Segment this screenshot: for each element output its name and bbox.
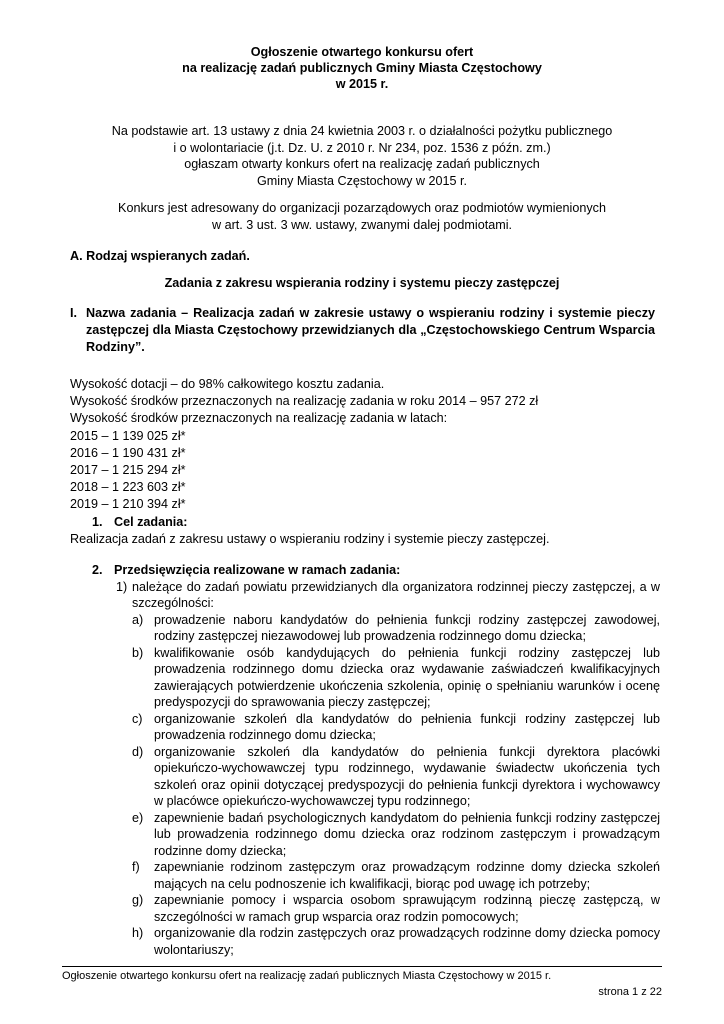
intro-line-2: i o wolontariacie (j.t. Dz. U. z 2010 r. Nr 234, poz. 1536 z późn. zm.): [173, 140, 551, 155]
addressees-paragraph: [62, 200, 662, 233]
activities-heading: Przedsięwzięcia realizowane w ramach zadania:: [114, 563, 401, 577]
funding-year-2018: 2018 – 1 223 603 zł*: [70, 480, 186, 495]
goal-heading: Cel zadania:: [114, 515, 188, 529]
funding-line-2: Wysokość środków przeznaczonych na realizację zadania w roku 2014 – 957 272 zł: [70, 394, 539, 409]
task-name-block: [70, 305, 655, 356]
funding-year-2016: 2016 – 1 190 431 zł*: [70, 445, 186, 460]
list-item: g) zapewnianie pomocy i wsparcia osobom sprawującym rodzinną pieczę zastępczą, w szczególności w ramach grup wsparcia oraz rodzin pomocowych;: [132, 893, 660, 924]
task-name-text: Nazwa zadania – Realizacja zadań w zakresie ustawy o wspieraniu rodziny i systemie pieczy zastępczej dla Miasta Częstochowy przewidzianych dla „Częstochowskiego Centrum Wsparcia Rodziny”.: [86, 306, 655, 354]
list-item: c) organizowanie szkoleń dla kandydatów do pełnienia funkcji rodziny zastępczej lub prowadzenia rodzinnego domu dziecka;: [132, 711, 660, 742]
funding-block: [70, 376, 538, 514]
funding-year-2015: 2015 – 1 139 025 zł*: [70, 428, 186, 443]
list-item: b) kwalifikowanie osób kandydujących do pełnienia funkcji rodziny zastępczej lub prowadzenia rodzinnego domu dziecka oraz wydawanie zaświadczeń kwalifikacyjnych zawierających potwierdzenie ukończenia szkolenia, opinię o spełnianiu warunków i ocenę predyspozycji do sprawowania pieczy zastępczej;: [132, 645, 660, 709]
task-group-subtitle: Zadania z zakresu wspierania rodziny i systemu pieczy zastępczej: [164, 276, 560, 290]
activity-item-text: należące do zadań powiatu przewidzianych dla organizatora rodzinnej pieczy zastępczej, a w szczególności:: [132, 579, 660, 610]
activities-section: [70, 562, 660, 958]
legal-basis-paragraph: [62, 123, 662, 189]
addressed-line-2: w art. 3 ust. 3 ww. ustawy, zwanymi dalej podmiotami.: [211, 217, 513, 232]
activity-item-number: 1): [116, 579, 128, 594]
section-a-heading: A. Rodzaj wspieranych zadań.: [70, 249, 250, 263]
goal-text: Realizacja zadań z zakresu ustawy o wspieraniu rodziny i systemie pieczy zastępczej.: [70, 532, 550, 546]
intro-line-3: ogłaszam otwarty konkurs ofert na realizację zadań publicznych: [184, 157, 540, 171]
goal-section: [70, 514, 660, 548]
goal-heading-row: [70, 514, 660, 531]
title-line-3: w 2015 r.: [335, 77, 389, 91]
task-number: I.: [70, 306, 77, 320]
addressed-line-1: Konkurs jest adresowany do organizacji pozarządowych oraz podmiotów wymienionych: [118, 201, 606, 215]
goal-number: 1.: [92, 515, 103, 529]
title-line-1: Ogłoszenie otwartego konkursu ofert: [250, 45, 474, 59]
page-number: strona 1 z 22: [598, 986, 662, 998]
activities-number: 2.: [92, 563, 103, 577]
list-item: f) zapewnianie rodzinom zastępczym oraz prowadzącym rodzinne domy dziecka szkoleń mających na celu podnoszenie ich kwalifikacji, biorąc pod uwagę ich potrzeby;: [132, 860, 660, 891]
activity-item-1: [116, 579, 660, 959]
intro-line-1: Na podstawie art. 13 ustawy z dnia 24 kwietnia 2003 r. o działalności pożytku publicznego: [111, 124, 613, 138]
document-title: [62, 44, 662, 92]
funding-year-2019: 2019 – 1 210 394 zł*: [70, 497, 186, 512]
list-item: e) zapewnienie badań psychologicznych kandydatom do pełnienia funkcji rodziny zastępczej lub prowadzenia rodzinnego domu dziecka oraz rodzinom zastępczym i prowadzącym rodzinne domy dziecka;: [132, 810, 660, 858]
list-item: h) organizowanie dla rodzin zastępczych oraz prowadzących rodzinne domy dziecka pomocy wolontariuszy;: [132, 926, 660, 957]
funding-line-3: Wysokość środków przeznaczonych na realizację zadania w latach:: [70, 411, 448, 426]
funding-year-2017: 2017 – 1 215 294 zł*: [70, 463, 186, 478]
footer-text: Ogłoszenie otwartego konkursu ofert na realizację zadań publicznych Miasta Częstochowy w 2015 r.: [62, 970, 552, 982]
title-line-2: na realizację zadań publicznych Gminy Miasta Częstochowy: [182, 61, 542, 75]
activities-heading-row: [70, 562, 660, 579]
list-item: a) prowadzenie naboru kandydatów do pełnienia funkcji rodziny zastępczej zawodowej, rodziny zastępczej niezawodowej lub prowadzenia rodzinnego domu dziecka;: [132, 612, 660, 643]
funding-line-1: Wysokość dotacji – do 98% całkowitego kosztu zadania.: [70, 377, 385, 391]
intro-line-4: Gminy Miasta Częstochowy w 2015 r.: [257, 173, 467, 188]
list-item: d) organizowanie szkoleń dla kandydatów do pełnienia funkcji dyrektora placówki opiekuńczo-wychowawczej typu rodzinnego, wydawanie świadectw ukończenia tych szkoleń oraz opinii dotyczącej predyspozycji do pełnienia funkcji dyrektora i wychowawcy w placówce opiekuńczo-wychowawczej typu rodzinnego;: [132, 744, 660, 808]
footer-divider: [62, 966, 662, 967]
